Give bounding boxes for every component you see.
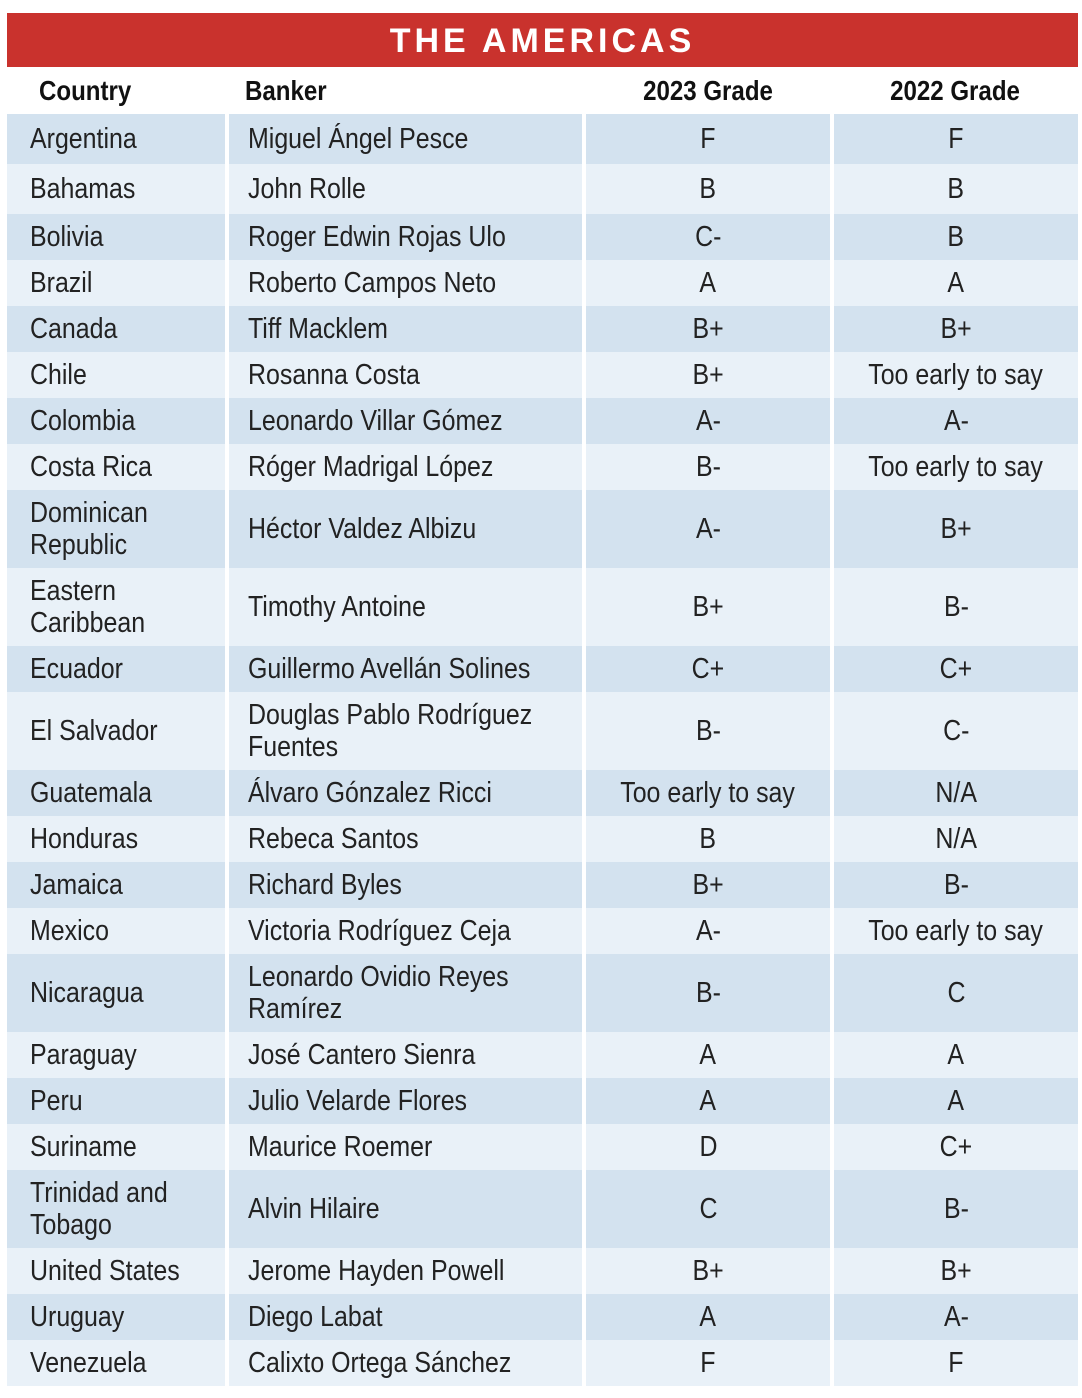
grade-2022-cell-text: B [947,173,965,205]
banker-cell-text: Douglas Pablo Rodríguez Fuentes [248,699,533,763]
grade-2023-cell-text: A [699,1039,717,1071]
country-cell-text: Eastern Caribbean [30,575,146,639]
grade-2023-cell [584,114,832,164]
grade-2022-cell-text: F [948,123,964,155]
country-cell-text: Mexico [30,915,109,947]
country-cell-text: Uruguay [30,1301,125,1333]
grade-2022-cell-text: A- [943,1301,969,1333]
country-cell [7,306,227,352]
table-row [7,214,1078,260]
country-cell [7,398,227,444]
country-cell-text: Venezuela [30,1347,147,1379]
grade-2022-cell-text: B+ [940,1255,972,1287]
grade-2023-cell [584,1078,832,1124]
banker-cell-text: Calixto Ortega Sánchez [248,1347,512,1379]
grade-2022-cell [832,1340,1078,1386]
grade-2022-cell-text: A [947,1039,965,1071]
country-cell-text: Brazil [30,267,93,299]
banker-cell-text: Tiff Macklem [248,313,388,345]
banker-cell [227,306,584,352]
table-row [7,1170,1078,1248]
country-cell [7,114,227,164]
grade-2022-cell [832,1170,1078,1248]
grade-2023-cell-text: B+ [692,359,724,391]
country-cell-text: El Salvador [30,715,158,747]
banker-cell-text: Timothy Antoine [248,591,426,623]
grade-2023-cell-text: Too early to say [620,777,796,809]
grade-2022-cell [832,444,1078,490]
banker-cell-text: Jerome Hayden Powell [248,1255,505,1287]
central-banker-grades-table [7,67,1078,1386]
grade-2023-cell-text: B+ [692,313,724,345]
banker-cell [227,1124,584,1170]
banker-cell [227,490,584,568]
grade-2023-cell-text: B- [695,715,721,747]
grade-2023-cell [584,164,832,214]
banker-cell-text: John Rolle [248,173,366,205]
grade-2023-cell [584,908,832,954]
grade-2023-cell-text: F [700,123,716,155]
banker-cell [227,908,584,954]
country-cell [7,908,227,954]
country-cell-text: Colombia [30,405,136,437]
banker-cell-text: Leonardo Ovidio Reyes Ramírez [248,961,509,1025]
grade-2023-cell-text: A [699,1085,717,1117]
country-cell-text: Nicaragua [30,977,144,1009]
header-2023-grade: 2023 Grade [601,67,814,114]
grade-2023-cell-text: B+ [692,591,724,623]
table-body [7,114,1078,1386]
country-cell [7,954,227,1032]
grade-2022-cell [832,646,1078,692]
grade-2023-cell [584,862,832,908]
grade-2023-cell-text: C+ [691,653,725,685]
country-cell-text: Dominican Republic [30,497,148,561]
country-cell-text: Trinidad and Tobago [30,1177,168,1241]
banker-cell-text: Julio Velarde Flores [248,1085,468,1117]
grade-2023-cell-text: B- [695,977,721,1009]
grade-2022-cell [832,398,1078,444]
table-row [7,164,1078,214]
banker-cell [227,1340,584,1386]
grade-2022-cell-text: B+ [940,513,972,545]
grade-2023-cell-text: B+ [692,1255,724,1287]
country-cell [7,816,227,862]
grade-2023-cell [584,398,832,444]
country-cell [7,1170,227,1248]
grade-2023-cell-text: C [698,1193,718,1225]
banker-cell [227,444,584,490]
country-cell-text: Costa Rica [30,451,152,483]
grade-2022-cell-text: B- [943,591,969,623]
grade-2023-cell-text: A [699,1301,717,1333]
banker-cell [227,1248,584,1294]
grade-2023-cell-text: B [699,173,717,205]
grade-2022-cell-text: A [947,267,965,299]
table-row [7,260,1078,306]
grade-2022-cell [832,164,1078,214]
banker-cell [227,164,584,214]
grade-2023-cell [584,1124,832,1170]
grade-2023-cell [584,816,832,862]
grade-2022-cell-text: N/A [935,823,977,855]
banker-cell [227,862,584,908]
grade-2022-cell [832,114,1078,164]
table-row [7,398,1078,444]
grade-2022-cell [832,306,1078,352]
table-row [7,444,1078,490]
banker-cell [227,770,584,816]
grade-2023-cell [584,770,832,816]
country-cell [7,214,227,260]
country-cell-text: Peru [30,1085,83,1117]
country-cell-text: Bahamas [30,173,136,205]
country-cell [7,1078,227,1124]
grade-2022-cell-text: B+ [940,313,972,345]
header-country: Country [11,67,200,114]
grade-2023-cell [584,1170,832,1248]
table-row [7,1078,1078,1124]
banker-cell-text: Guillermo Avellán Solines [248,653,531,685]
grade-2022-cell-text: C- [942,715,970,747]
country-cell-text: Ecuador [30,653,123,685]
grade-2023-cell [584,692,832,770]
grade-2023-cell-text: A- [695,513,721,545]
grade-2022-cell [832,692,1078,770]
grade-2022-cell [832,1124,1078,1170]
table-row [7,114,1078,164]
grade-2022-cell [832,908,1078,954]
country-cell-text: United States [30,1255,180,1287]
grade-2022-cell-text: N/A [935,777,977,809]
grade-2023-cell-text: A- [695,915,721,947]
table-title-banner: THE AMERICAS [7,13,1078,67]
grade-2023-cell-text: C- [694,221,722,253]
table-row [7,692,1078,770]
country-cell [7,1340,227,1386]
grade-2022-cell [832,1078,1078,1124]
table-row [7,1032,1078,1078]
banker-cell-text: Álvaro Gónzalez Ricci [248,777,492,809]
banker-cell-text: Leonardo Villar Gómez [248,405,503,437]
grade-2022-cell [832,260,1078,306]
country-cell [7,164,227,214]
grade-2022-cell [832,954,1078,1032]
banker-cell [227,398,584,444]
country-cell-text: Guatemala [30,777,152,809]
country-cell [7,692,227,770]
country-cell-text: Argentina [30,123,137,155]
country-cell-text: Paraguay [30,1039,137,1071]
banker-cell [227,646,584,692]
grade-2023-cell-text: B- [695,451,721,483]
country-cell [7,770,227,816]
header-row [7,67,1078,114]
grade-2023-cell-text: D [698,1131,718,1163]
grade-2023-cell [584,490,832,568]
grade-2022-cell-text: A- [943,405,969,437]
grade-2022-cell-text: A [947,1085,965,1117]
banker-cell-text: Victoria Rodríguez Ceja [248,915,511,947]
country-cell [7,1294,227,1340]
table-header [7,67,1078,114]
grade-2022-cell-text: Too early to say [868,915,1044,947]
banker-cell [227,954,584,1032]
grade-2022-cell-text: Too early to say [868,359,1044,391]
grade-2022-cell [832,1032,1078,1078]
grade-2022-cell [832,568,1078,646]
grade-2023-cell [584,352,832,398]
country-cell-text: Chile [30,359,87,391]
table-row [7,770,1078,816]
grade-2023-cell [584,568,832,646]
banker-cell-text: Rebeca Santos [248,823,419,855]
banker-cell [227,1170,584,1248]
grade-2023-cell-text: A [699,267,717,299]
grade-2022-cell-text: B- [943,1193,969,1225]
country-cell [7,568,227,646]
country-cell [7,1032,227,1078]
grade-2023-cell [584,646,832,692]
country-cell [7,260,227,306]
table-row [7,908,1078,954]
grade-2023-cell-text: F [700,1347,716,1379]
banker-cell [227,1294,584,1340]
banker-cell-text: Richard Byles [248,869,402,901]
table-row [7,352,1078,398]
table-row [7,646,1078,692]
grade-2023-cell-text: B [699,823,717,855]
grade-2023-cell [584,1248,832,1294]
grade-2022-cell-text: F [948,1347,964,1379]
grade-2023-cell [584,954,832,1032]
grade-2023-cell [584,214,832,260]
grade-2022-cell [832,862,1078,908]
grade-2023-cell [584,1294,832,1340]
table-row [7,1340,1078,1386]
country-cell-text: Suriname [30,1131,137,1163]
country-cell [7,444,227,490]
banker-cell-text: Róger Madrigal López [248,451,494,483]
table-row [7,490,1078,568]
grade-2022-cell [832,352,1078,398]
table-row [7,816,1078,862]
grade-2023-cell-text: B+ [692,869,724,901]
grade-2022-cell-text: B- [943,869,969,901]
table-row [7,1294,1078,1340]
grade-2022-cell [832,770,1078,816]
country-cell-text: Bolivia [30,221,104,253]
grade-2022-cell [832,1248,1078,1294]
banker-cell-text: Maurice Roemer [248,1131,433,1163]
grade-2022-cell-text: C+ [939,1131,973,1163]
table-row [7,1248,1078,1294]
banker-cell [227,816,584,862]
grade-2023-cell [584,306,832,352]
table-row [7,568,1078,646]
banker-cell [227,568,584,646]
grade-2023-cell [584,260,832,306]
banker-cell [227,1078,584,1124]
country-cell-text: Honduras [30,823,139,855]
country-cell [7,646,227,692]
header-2022-grade: 2022 Grade [849,67,1061,114]
banker-cell-text: Alvin Hilaire [248,1193,380,1225]
table-row [7,954,1078,1032]
grade-2022-cell [832,1294,1078,1340]
grade-2022-cell [832,816,1078,862]
banker-cell-text: José Cantero Sienra [248,1039,476,1071]
header-banker: Banker [230,67,537,114]
banker-cell [227,1032,584,1078]
table-row [7,1124,1078,1170]
grade-2023-cell-text: A- [695,405,721,437]
grade-2022-cell [832,214,1078,260]
banker-cell [227,352,584,398]
banker-cell-text: Roger Edwin Rojas Ulo [248,221,506,253]
grade-2022-cell-text: B [947,221,965,253]
grade-2023-cell [584,1032,832,1078]
country-cell [7,490,227,568]
banker-cell [227,692,584,770]
grades-table-container [7,13,1078,1386]
banker-cell [227,214,584,260]
country-cell [7,352,227,398]
banker-cell [227,114,584,164]
banker-cell-text: Roberto Campos Neto [248,267,497,299]
country-cell [7,1124,227,1170]
grade-2023-cell [584,444,832,490]
banker-cell-text: Diego Labat [248,1301,383,1333]
grade-2022-cell-text: C [946,977,966,1009]
grade-2022-cell-text: C+ [939,653,973,685]
country-cell [7,862,227,908]
grade-2023-cell [584,1340,832,1386]
grade-2022-cell [832,490,1078,568]
banker-cell-text: Héctor Valdez Albizu [248,513,477,545]
grade-2022-cell-text: Too early to say [868,451,1044,483]
country-cell-text: Jamaica [30,869,123,901]
banker-cell [227,260,584,306]
banker-cell-text: Rosanna Costa [248,359,420,391]
banker-cell-text: Miguel Ángel Pesce [248,123,469,155]
country-cell-text: Canada [30,313,118,345]
table-row [7,306,1078,352]
table-row [7,862,1078,908]
country-cell [7,1248,227,1294]
